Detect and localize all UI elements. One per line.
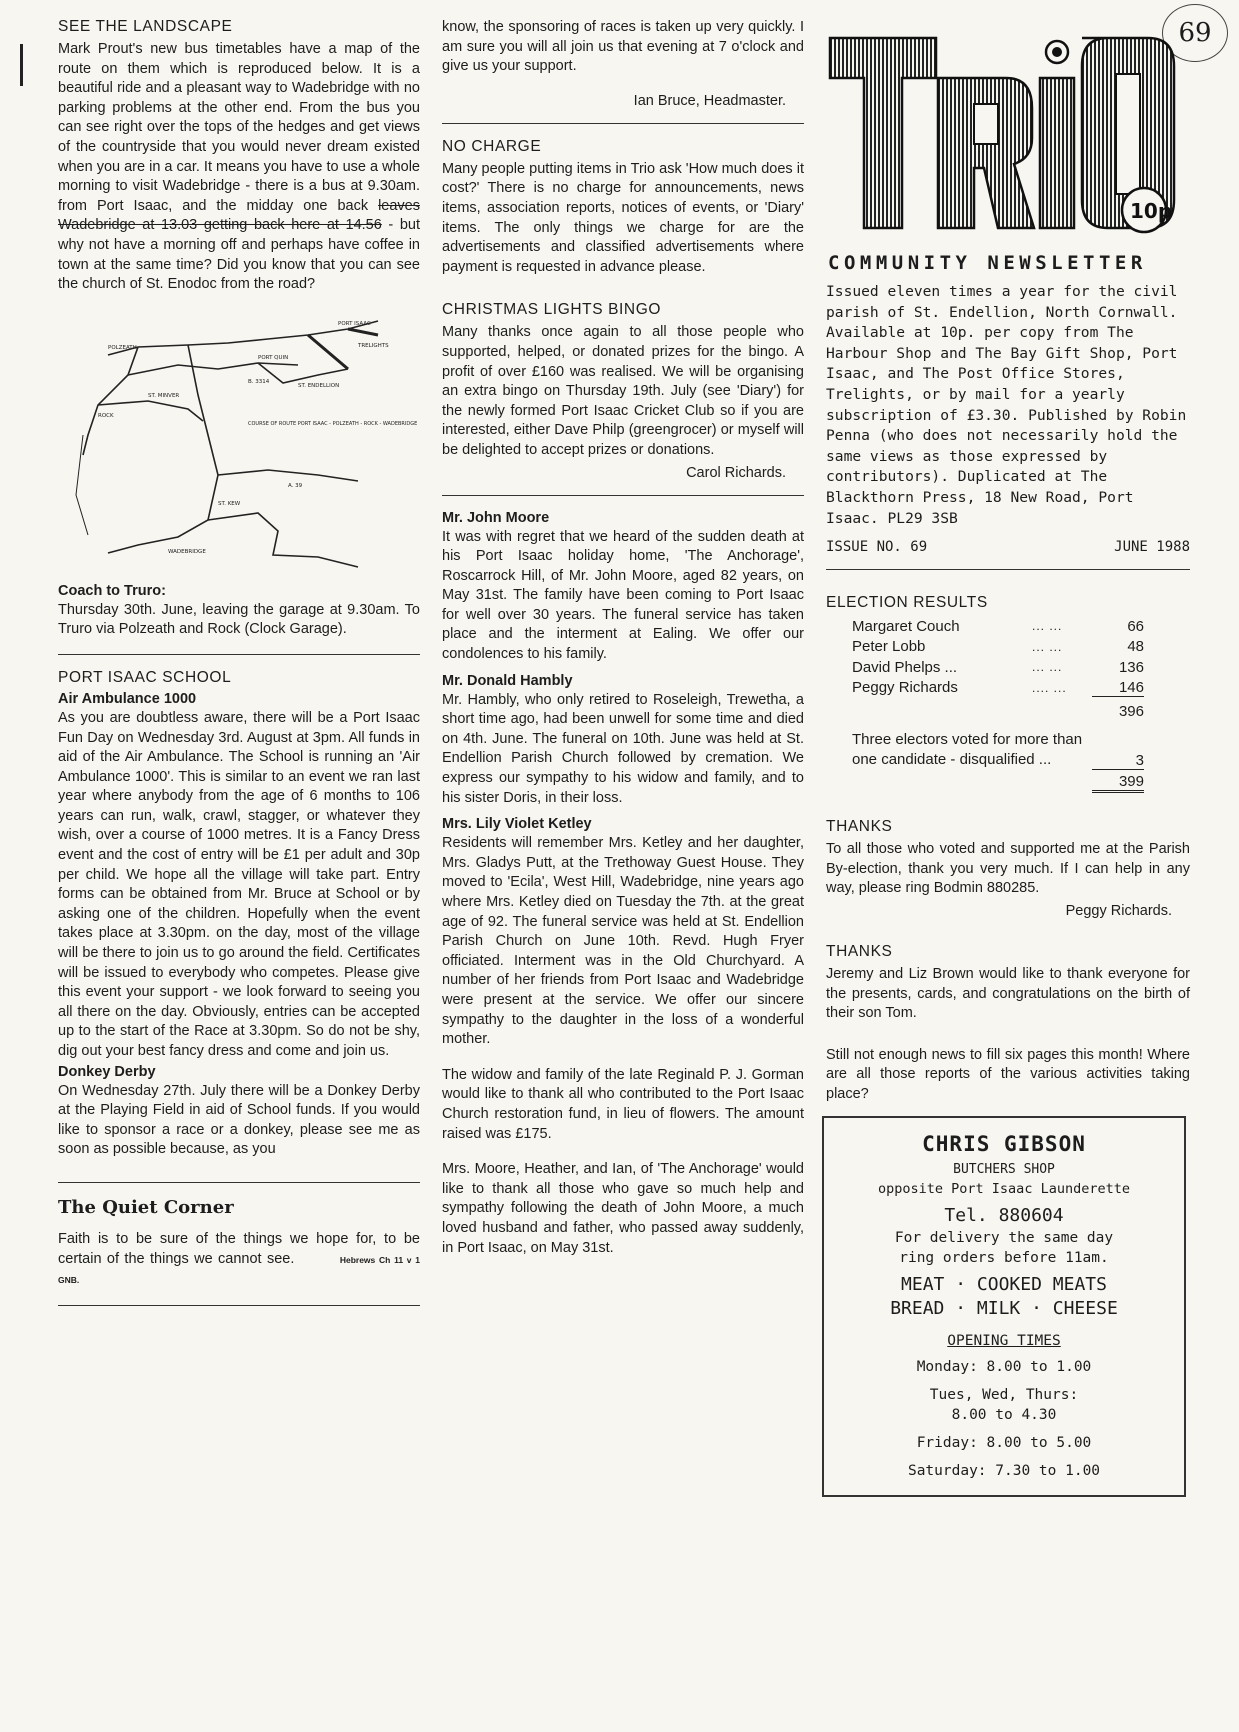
ad-hours-title: OPENING TIMES: [947, 1333, 1061, 1350]
column-1: [58, 18, 420, 1320]
news-request-text: Still not enough news to fill six pages this month! Where are all those reports of the various activities taking place?: [826, 1046, 1190, 1102]
quiet-corner-ref: Hebrews Ch 11 v 1 GNB.: [58, 1254, 420, 1286]
ad-location: opposite Port Isaac Launderette: [878, 1181, 1130, 1198]
issue-row: [826, 539, 1190, 555]
thanks-heading-2: THANKS: [826, 942, 893, 960]
candidate-votes: 136: [1118, 658, 1144, 676]
issue-number: ISSUE NO. 69: [826, 539, 928, 556]
divider: [442, 123, 804, 124]
result-row: [852, 657, 1190, 678]
ad-type: BUTCHERS SHOP: [953, 1162, 1055, 1178]
moore-title: Mr. John Moore: [442, 509, 550, 526]
ad-telephone: Tel. 880604: [944, 1205, 1064, 1227]
result-row: [852, 616, 1190, 637]
disqualified-row: [852, 730, 1190, 770]
masthead: [826, 18, 1190, 246]
map-label-rock: ROCK: [98, 412, 114, 419]
donkey-derby-text: On Wednesday 27th. July there will be a Donkey Derby at the Playing Field in aid of School funds. If you would like to sponsor a race or a donkey, please see me as soon as possible because, as you: [58, 1082, 420, 1158]
butcher-advert: [822, 1116, 1186, 1497]
ad-hours-mon: Monday: 8.00 to 1.00: [916, 1359, 1092, 1376]
total-row: [852, 770, 1190, 796]
coach-title: Coach to Truro:: [58, 582, 166, 599]
divider: [58, 1305, 420, 1306]
ketley-title: Mrs. Lily Violet Ketley: [442, 816, 592, 833]
ad-name: CHRIS GIBSON: [922, 1132, 1086, 1157]
leader-dots: ... ...: [1032, 660, 1063, 675]
election-results-table: [852, 616, 1190, 796]
donkey-derby-title: Donkey Derby: [58, 1063, 156, 1080]
moore-text: It was with regret that we heard of the sudden death at his Port Isaac holiday home, 'The Anchorage', Roscarrock Hill, of Mr. John Moore, aged 82 years, on May 31st. The family have been coming to Port Isaac for well over 30 years. The funeral service has taken place and the interment at Ealing. We offer our condolences to his family.: [442, 528, 804, 663]
landscape-struck-text: leaves Wadebridge at 13.03 getting back here at 14.56: [58, 197, 420, 234]
map-label-port-quin: PORT QUIN: [258, 354, 289, 361]
landscape-text-b: - but why not have a morning off and perhaps have coffee in town at the same time? Did you know that you can see the church of St. Enodoc from the road?: [58, 217, 421, 293]
map-label-st-kew: ST. KEW: [218, 500, 241, 507]
map-legend: COURSE OF ROUTE PORT ISAAC - POLZEATH - ROCK - WADEBRIDGE: [248, 420, 418, 427]
headmaster-signature: Ian Bruce, Headmaster.: [633, 92, 786, 109]
candidate-name: Margaret Couch: [852, 617, 960, 635]
divider: [442, 495, 804, 496]
map-label-wadebridge: WADEBRIDGE: [168, 548, 206, 555]
candidate-votes: 48: [1127, 638, 1144, 656]
leader-dots: ... ...: [1032, 619, 1063, 634]
ad-hours-tue-times: 8.00 to 4.30: [951, 1407, 1057, 1424]
landscape-heading: SEE THE LANDSCAPE: [58, 18, 233, 35]
ad-hours-fri: Friday: 8.00 to 5.00: [916, 1435, 1092, 1452]
quiet-corner-quote: Faith is to be sure of the things we hope for, to be certain of the things we cannot see.: [58, 1230, 420, 1267]
school-heading: PORT ISAAC SCHOOL: [58, 668, 232, 686]
leader-dots: .... ...: [1032, 680, 1067, 695]
result-row: [852, 678, 1190, 699]
disqualified-votes: 3: [1092, 752, 1144, 770]
candidate-name: David Phelps ...: [852, 658, 958, 676]
page-number: 69: [1162, 4, 1228, 62]
map-label-trelights: TRELIGHTS: [358, 342, 389, 349]
ad-hours-tue-label: Tues, Wed, Thurs:: [929, 1387, 1079, 1404]
landscape-text: [58, 40, 420, 295]
election-heading: ELECTION RESULTS: [826, 594, 988, 612]
divider: [826, 569, 1190, 570]
grand-total: 399: [1092, 773, 1144, 793]
school-cont-text: know, the sponsoring of races is taken up very quickly. I am sure you will all join us that evening at 7 o'clock and give us your support.: [442, 19, 804, 75]
column-2: [442, 18, 804, 1260]
map-label-st-minver: ST. MINVER: [148, 392, 180, 399]
trio-logo: [826, 18, 1176, 246]
air-ambulance-text: As you are doubtless aware, there will be a Port Isaac Fun Day on Wednesday 3rd. August at 3pm. All funds in aid of the Air Ambulance. The School is running an 'Air Ambulance 1000'. This is similar to an event we ran last year where anybody from the age of 6 months to 106 years can run, walk, crawl, stagger, or whatever they wish, over a course of 1000 metres. It is a Fancy Dress event and the cost of entry will be £1 per adult and 30p per child. We hope all the village will take part. Entry forms can be obtained from Mr. Bruce at School or by asking one of the children. Hopefully when the event takes place at 3.30pm. on the day, most of the village will be there to join us to go around the field. Certificates will be issued to everybody who competes. Please give this event your support - we look forward to seeing you all there on the day. Obviously, entries can be accepted up to the start of the Race at 3.30pm. So do not be shy, dig out your best fancy dress and come and join us.: [58, 709, 420, 1059]
candidate-votes: 66: [1127, 617, 1144, 635]
moore-thanks-text: Mrs. Moore, Heather, and Ian, of 'The Anchorage' would like to thank all those who gave so much help and sympathy following the death of John Moore, a much loved husband and father, who passed away suddenly, in Port Isaac, on May 31st.: [442, 1161, 804, 1256]
thanks-signature: Peggy Richards.: [1065, 902, 1172, 919]
quiet-corner-title: The Quiet Corner: [58, 1196, 234, 1218]
map-label-port-isaac: PORT ISAAC: [338, 320, 371, 327]
ad-delivery-2: ring orders before 11am.: [899, 1250, 1109, 1267]
logo-price: 10p: [1130, 199, 1173, 223]
subtotal-row: [852, 698, 1190, 724]
ad-hours-sat: Saturday: 7.30 to 1.00: [907, 1463, 1101, 1480]
coach-text: Thursday 30th. June, leaving the garage at 9.30am. To Truro via Polzeath and Rock (Clock Garage).: [58, 601, 420, 638]
thanks-text-1: To all those who voted and supported me at the Parish By-election, thank you very much. If I can help in any way, please ring Bodmin 880285.: [826, 841, 1190, 897]
thanks-heading-1: THANKS: [826, 818, 893, 836]
hambly-title: Mr. Donald Hambly: [442, 672, 573, 689]
issue-date: JUNE 1988: [1114, 539, 1190, 556]
ad-goods-1: MEAT · COOKED MEATS: [901, 1274, 1107, 1296]
gorman-text: The widow and family of the late Reginald P. J. Gorman would like to thank all who contributed to the Port Isaac Church restoration fund, in lieu of flowers. The amount raised was £175.: [442, 1066, 804, 1142]
bingo-heading: CHRISTMAS LIGHTS BINGO: [442, 301, 662, 319]
candidate-votes: 146: [1092, 679, 1144, 697]
divider: [58, 654, 420, 655]
air-ambulance-title: Air Ambulance 1000: [58, 690, 197, 707]
map-label-polzeath: POLZEATH: [108, 344, 137, 351]
candidate-name: Peter Lobb: [852, 638, 926, 656]
thanks-text-2: Jeremy and Liz Brown would like to thank everyone for the presents, cards, and congratulations on the birth of their son Tom.: [826, 965, 1190, 1022]
bingo-text: Many thanks once again to all those people who supported, helped, or donated prizes for the bingo. A profit of over £160 was realised. We will be organising an extra bingo on Thursday 19th. July (see 'Diary') for the newly formed Port Isaac Cricket Club so if you are interested, either Dave Philp (greengrocer) or myself will be delighted to accept prizes or donations.: [442, 324, 804, 458]
hambly-text: Mr. Hambly, who only retired to Roseleigh, Trewetha, a short time ago, had been unwell for some time and died on 4th. June. The funeral on 10th. June was held at St. Endellion Parish Church followed by cremation. We express our sympathy to his widow and family, and to his sister Doris, in their loss.: [442, 691, 804, 806]
candidate-name: Peggy Richards: [852, 679, 958, 697]
tagline: COMMUNITY NEWSLETTER: [828, 252, 1147, 274]
no-charge-text: Many people putting items in Trio ask 'How much does it cost?' There is no charge for announcements, news items, association reports, notices of events, or 'Diary' items. The only things we charge for are the advertisements and classified advertisements where payment is requested in advance please.: [442, 160, 804, 275]
landscape-text-a: Mark Prout's new bus timetables have a map of the route on them which is reproduced below. It is a beautiful ride and a pleasant way to Wadebridge with no parking problems at the other end. From the bus you can see right over the tops of the hedges and get views of the countryside that you would never dream existed when you are in a car. It means you have to use a whole morning to visit Wadebridge - there is a bus at 9.30am. from Port Isaac, and the midday one back: [58, 41, 420, 214]
divider: [58, 1182, 420, 1183]
disqualified-text: Three electors voted for more than one candidate - disqualified ...: [852, 731, 1083, 769]
map-label-b3314: B. 3314: [248, 378, 270, 385]
column-3: [826, 18, 1190, 1497]
bus-route-map: [58, 305, 420, 575]
subtotal: 396: [1118, 702, 1144, 720]
ad-goods-2: BREAD · MILK · CHEESE: [890, 1298, 1118, 1320]
result-row: [852, 637, 1190, 658]
ketley-text: Residents will remember Mrs. Ketley and her daughter, Mrs. Gladys Putt, at the Trethoway Guest House. They moved to 'Ecila', West Hill, Wadebridge, nine years ago where Mrs. Ketley died on Tuesday the 7th. at the great age of 92. The funeral service was held at St. Endellion Parish Church on June 10th. Revd. Hugh Fryer officiated. Interment was in the Old Churchyard. A number of her friends from Port Isaac and Wadebridge were present at the service. We offer our sincere sympathy to the daughter in the loss of a wonderful mother.: [442, 835, 804, 1048]
margin-mark: [20, 44, 23, 86]
bingo-signature: Carol Richards.: [686, 464, 786, 481]
leader-dots: ... ...: [1032, 639, 1063, 654]
map-label-a39: A. 39: [288, 482, 303, 489]
ad-delivery-1: For delivery the same day: [894, 1230, 1114, 1247]
no-charge-heading: NO CHARGE: [442, 137, 542, 155]
quiet-corner-text: [58, 1230, 420, 1291]
map-label-st-endellion: ST. ENDELLION: [298, 382, 340, 389]
about-text: Issued eleven times a year for the civil parish of St. Endellion, North Cornwall. Available at 10p. per copy from The Harbour Shop and The Bay Gift Shop, Port Isaac, and The Post Office Stores, Trelights, or by mail for a yearly subscription of £3.30. Published by Robin Penna (who does not necessarily hold the same views as those expressed by contributors). Duplicated at The Blackthorn Press, 18 New Road, Port Isaac. PL29 3SB: [826, 283, 1187, 527]
